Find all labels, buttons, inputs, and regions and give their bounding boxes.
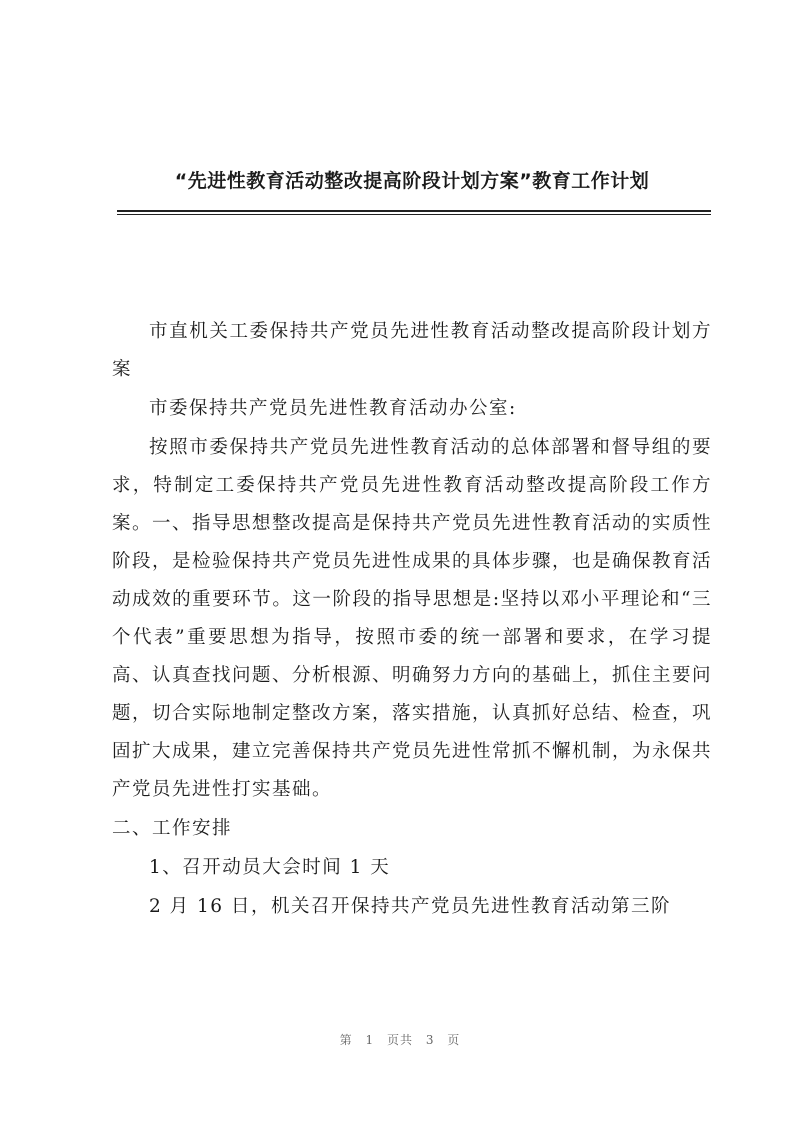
paragraph-item-1: 1、召开动员大会时间 1 天 bbox=[149, 857, 391, 878]
footer-total-pages: 3 bbox=[425, 1033, 435, 1047]
footer-label-page: 第 bbox=[339, 1033, 353, 1047]
title-underline-thin bbox=[117, 214, 711, 215]
paragraph-heading: 市直机关工委保持共产党员先进性教育活动整改提高阶段计划方案 bbox=[112, 321, 712, 380]
document-title: “先进性教育活动整改提高阶段计划方案”教育工作计划 bbox=[174, 170, 650, 192]
paragraph-addressee: 市委保持共产党员先进性教育活动办公室: bbox=[149, 398, 517, 419]
footer-label-pages: 页 bbox=[447, 1033, 461, 1047]
footer-label-of: 页共 bbox=[386, 1033, 413, 1047]
paragraph-item-detail: 2 月 16 日，机关召开保持共产党员先进性教育活动第三阶 bbox=[149, 896, 671, 917]
footer-page-number: 1 bbox=[365, 1033, 375, 1047]
title-underline bbox=[117, 210, 711, 212]
paragraph-section-heading: 二、工作安排 bbox=[112, 818, 233, 839]
document-body bbox=[112, 313, 712, 927]
page-footer bbox=[0, 1031, 800, 1048]
paragraph-main: 按照市委保持共产党员先进性教育活动的总体部署和督导组的要求，特制定工委保持共产党员先进性教育活动整改提高阶段工作方案。一、指导思想整改提高是保持共产党员先进性教育活动的实质性阶段，是检验保持共产党员先进性成果的具体步骤，也是确保教育活动成效的重要环节。这一阶段的指导思想是:坚持以邓小平理论和“三个代表”重要思想为指导，按照市委的统一部署和要求，在学习提高、认真查找问题、分析根源、明确努力方向的基础上，抓住主要问题，切合实际地制定整改方案，落实措施，认真抓好总结、检查，巩固扩大成果，建立完善保持共产党员先进性常抓不懈机制，为永保共产党员先进性打实基础。 bbox=[112, 437, 713, 800]
